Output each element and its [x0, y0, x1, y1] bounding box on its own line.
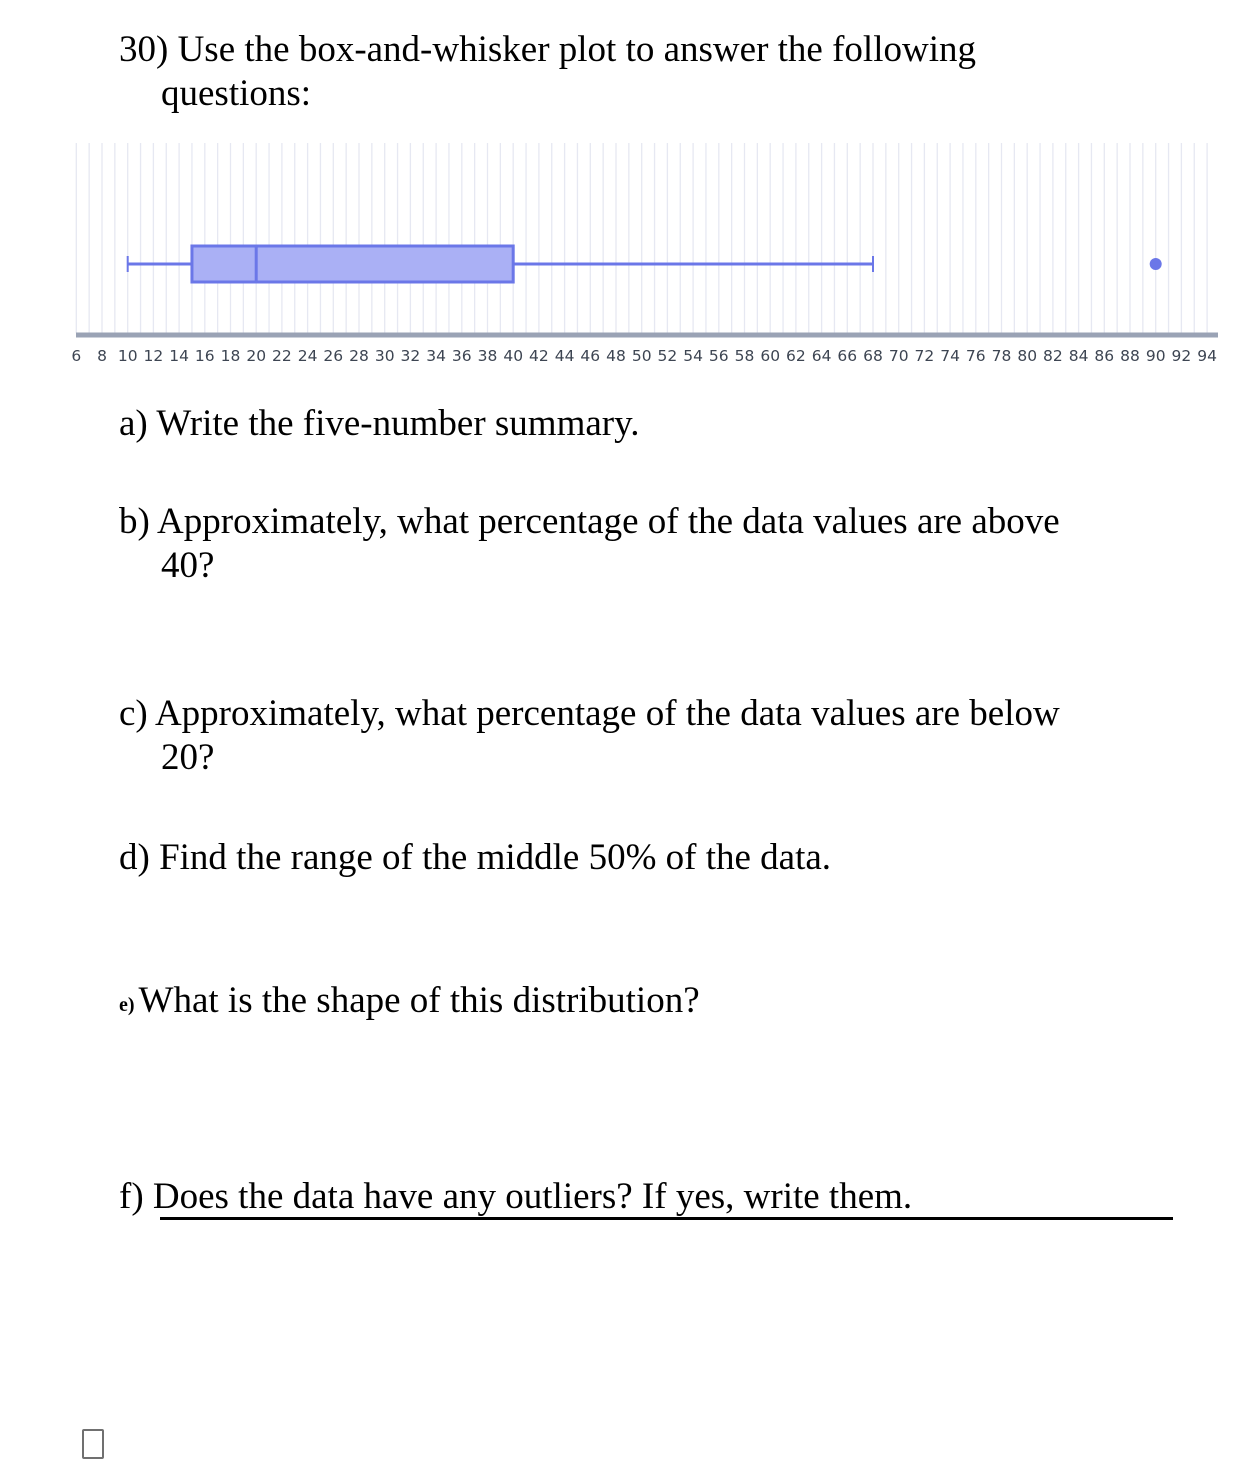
question-e — [119, 979, 700, 1027]
question-c-line1: c) Approximately, what percentage of the data values are below — [119, 693, 1060, 734]
question-e-text: What is the shape of this distribution? — [138, 980, 700, 1021]
x-axis-tick-labels — [71, 347, 1217, 365]
question-b-line2: 40? — [161, 545, 215, 586]
question-title-line2: questions: — [161, 73, 312, 114]
question-e-prefix: e) — [119, 994, 135, 1016]
x-tick-label: 84 — [1068, 347, 1089, 365]
x-tick-label: 22 — [272, 347, 292, 365]
x-tick-label: 62 — [786, 347, 806, 365]
x-tick-label: 80 — [1017, 347, 1038, 365]
outliers — [1150, 258, 1162, 270]
x-tick-label: 70 — [888, 347, 909, 365]
box-plot — [128, 246, 1162, 282]
x-tick-label: 40 — [503, 347, 524, 365]
outlier-point — [1150, 258, 1162, 270]
iqr-box — [192, 246, 513, 282]
question-title-line1: 30) Use the box-and-whisker plot to answer the following — [119, 29, 976, 70]
question-c-line2: 20? — [161, 737, 215, 778]
x-tick-label: 28 — [349, 347, 369, 365]
x-tick-label: 30 — [374, 347, 395, 365]
x-tick-label: 44 — [554, 347, 575, 365]
x-tick-label: 88 — [1120, 347, 1140, 365]
x-tick-label: 76 — [965, 347, 986, 365]
x-tick-label: 58 — [734, 347, 755, 365]
x-tick-label: 36 — [451, 347, 472, 365]
x-tick-label: 72 — [914, 347, 935, 365]
x-tick-label: 34 — [426, 347, 446, 365]
box-plot-chart — [0, 135, 1242, 370]
x-tick-label: 42 — [529, 347, 549, 365]
grid-lines — [76, 143, 1207, 333]
question-a: a) Write the five-number summary. — [119, 403, 640, 444]
checkbox[interactable] — [82, 1429, 104, 1459]
x-tick-label: 92 — [1171, 347, 1192, 365]
x-tick-label: 78 — [991, 347, 1012, 365]
x-tick-label: 32 — [400, 347, 421, 365]
x-tick-label: 48 — [606, 347, 626, 365]
x-tick-label: 6 — [71, 347, 82, 365]
x-tick-label: 46 — [580, 347, 601, 365]
x-tick-label: 8 — [97, 347, 107, 365]
x-tick-label: 20 — [246, 347, 267, 365]
question-f: f) Does the data have any outliers? If yes, write them. — [119, 1176, 913, 1217]
x-tick-label: 82 — [1043, 347, 1063, 365]
x-tick-label: 14 — [169, 347, 189, 365]
x-tick-label: 60 — [760, 347, 781, 365]
question-title — [119, 28, 976, 116]
x-tick-label: 94 — [1197, 347, 1217, 365]
question-d: d) Find the range of the middle 50% of the data. — [119, 837, 832, 878]
x-tick-label: 54 — [683, 347, 703, 365]
question-b — [119, 500, 1060, 588]
x-tick-label: 64 — [811, 347, 832, 365]
x-tick-label: 38 — [477, 347, 498, 365]
x-tick-label: 74 — [940, 347, 960, 365]
x-tick-label: 52 — [657, 347, 678, 365]
x-tick-label: 68 — [863, 347, 883, 365]
x-tick-label: 18 — [220, 347, 241, 365]
x-tick-label: 56 — [708, 347, 729, 365]
x-tick-label: 10 — [117, 347, 138, 365]
x-tick-label: 86 — [1094, 347, 1115, 365]
x-tick-label: 50 — [631, 347, 652, 365]
x-tick-label: 24 — [297, 347, 318, 365]
x-tick-label: 12 — [143, 347, 164, 365]
answer-line — [160, 1217, 1173, 1220]
question-b-line1: b) Approximately, what percentage of the data values are above — [119, 501, 1060, 542]
question-c — [119, 692, 1060, 780]
x-tick-label: 90 — [1145, 347, 1166, 365]
x-tick-label: 26 — [323, 347, 344, 365]
x-tick-label: 16 — [194, 347, 215, 365]
x-tick-label: 66 — [837, 347, 858, 365]
